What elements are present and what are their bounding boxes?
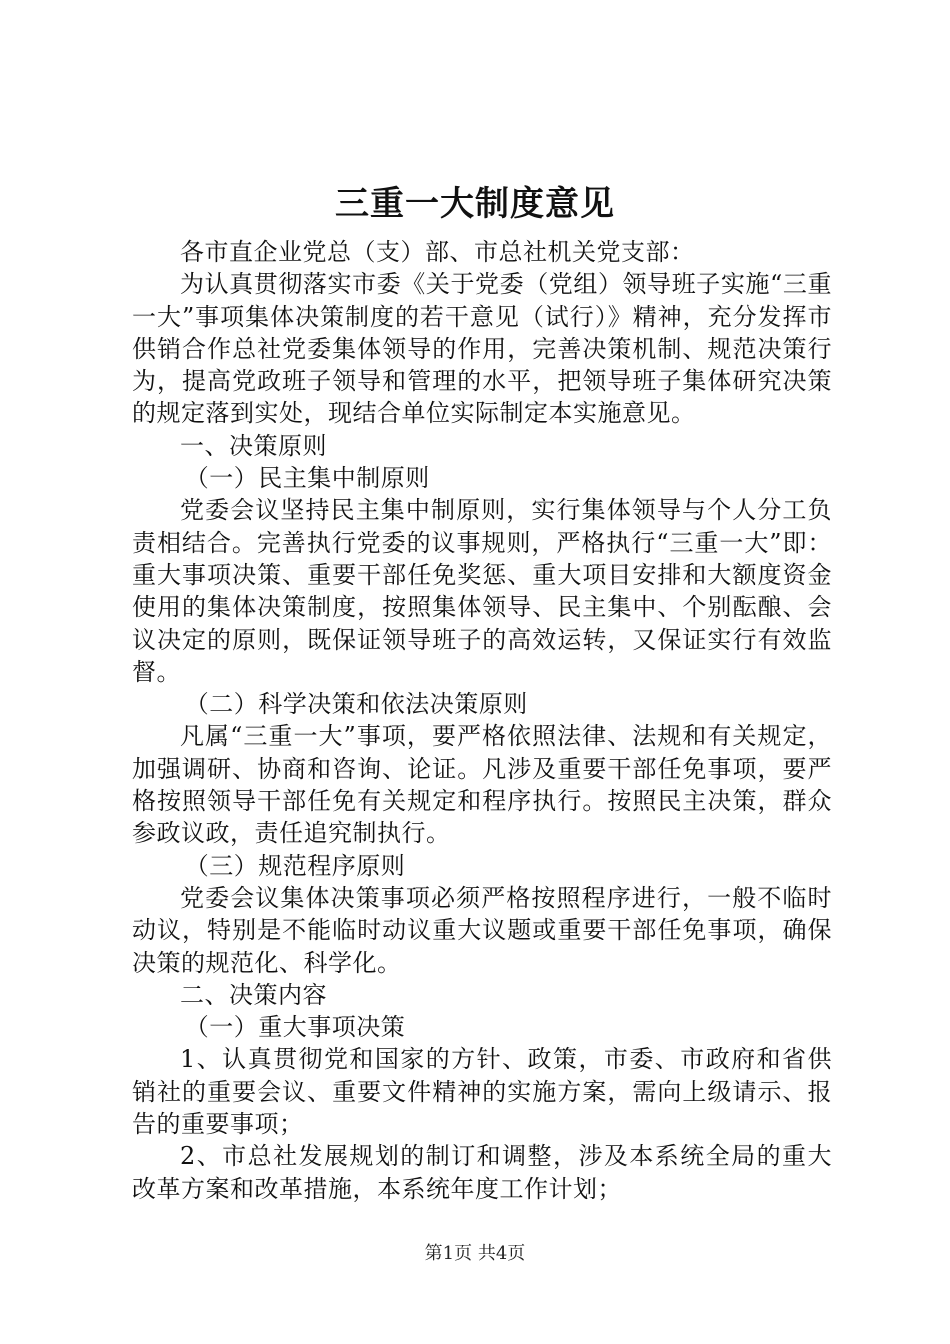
document-title: 三重一大制度意见 bbox=[335, 184, 615, 224]
body-paragraph: 党委会议集体决策事项必须严格按照程序进行，一般不临时动议，特别是不能临时动议重大议题或重要干部任免事项，确保决策的规范化、科学化。 bbox=[132, 883, 832, 977]
page-number-footer: 第1页 共4页 bbox=[424, 1243, 526, 1264]
section-heading: 一、决策原则 bbox=[180, 431, 327, 460]
document-body bbox=[132, 236, 832, 1205]
subsection-heading: （三）规范程序原则 bbox=[184, 851, 406, 880]
list-item: 2、市总社发展规划的制订和调整，涉及本系统全局的重大改革方案和改革措施，本系统年度工作计划； bbox=[132, 1142, 832, 1203]
subsection-heading: （一）重大事项决策 bbox=[184, 1013, 406, 1042]
list-item: 1、认真贯彻党和国家的方针、政策，市委、市政府和省供销社的重要会议、重要文件精神的实施方案，需向上级请示、报告的重要事项； bbox=[132, 1045, 832, 1139]
salutation: 各市直企业党总（支）部、市总社机关党支部： bbox=[180, 238, 695, 266]
body-paragraph: 凡属“三重一大”事项，要严格依照法律、法规和有关规定，加强调研、协商和咨询、论证。凡涉及重要干部任免事项，要严格按照领导干部任免有关规定和程序执行。按照民主决策，群众参政议政，责任追究制执行。 bbox=[132, 722, 832, 848]
subsection-heading: （一）民主集中制原则 bbox=[184, 464, 430, 493]
subsection-heading: （二）科学决策和依法决策原则 bbox=[184, 690, 528, 719]
section-heading: 二、决策内容 bbox=[180, 980, 327, 1009]
intro-paragraph: 为认真贯彻落实市委《关于党委（党组）领导班子实施“三重一大”事项集体决策制度的若干意见（试行）》精神，充分发挥市供销合作总社党委集体领导的作用，完善决策机制、规范决策行为，提高党政班子领导和管理的水平，把领导班子集体研究决策的规定落到实处，现结合单位实际制定本实施意见。 bbox=[132, 270, 832, 428]
body-paragraph: 党委会议坚持民主集中制原则，实行集体领导与个人分工负责相结合。完善执行党委的议事规则，严格执行“三重一大”即：重大事项决策、重要干部任免奖惩、重大项目安排和大额度资金使用的集体决策制度，按照集体领导、民主集中、个别酝酿、会议决定的原则，既保证领导班子的高效运转，又保证实行有效监督。 bbox=[132, 496, 832, 686]
